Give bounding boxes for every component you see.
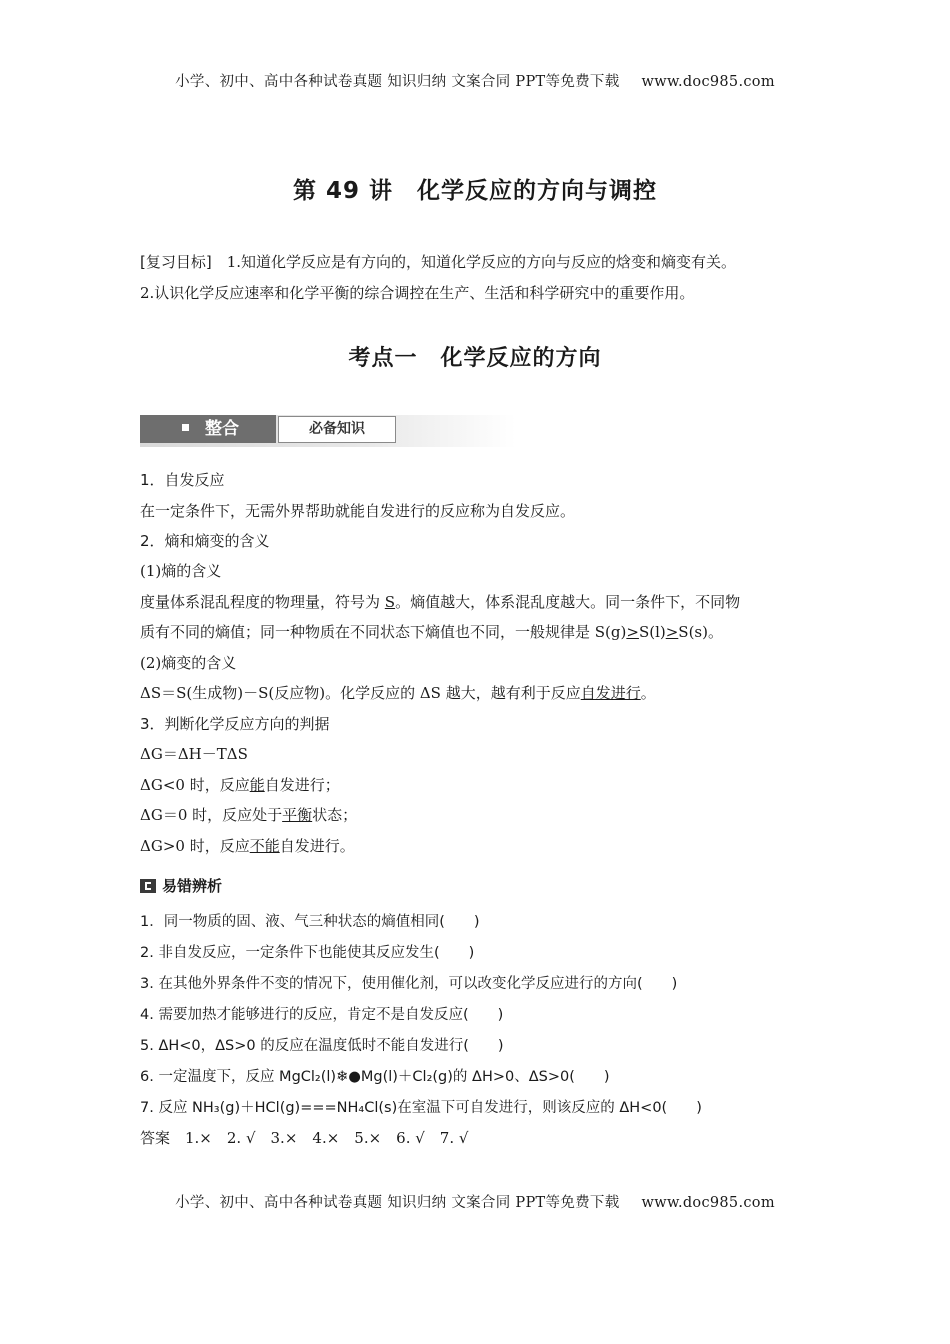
question-4: 4. 需要加热才能够进行的反应，肯定不是自发反应( ) <box>140 1007 504 1023</box>
f1-end: 自发进行； <box>264 776 340 794</box>
f2-end: 状态； <box>312 806 358 824</box>
p2b-end: S(s)。 <box>678 623 723 641</box>
p2b-underline-2: > <box>665 623 679 641</box>
paragraph-2b <box>140 621 820 642</box>
p3-underline: 自发进行 <box>580 684 641 702</box>
criterion-zero <box>140 804 820 825</box>
page-header <box>0 70 950 91</box>
error-analysis-icon <box>140 879 156 893</box>
p2a-underline: S <box>384 593 396 611</box>
question-7: 7. 反应 NH₃(g)＋HCl(g)===NH₄Cl(s)在室温下可自发进行，则该反应的 ΔH<0( ) <box>140 1100 702 1116</box>
question-3: 3. 在其他外界条件不变的情况下，使用催化剂，可以改变化学反应进行的方向( ) <box>140 976 678 992</box>
banner-dark-label: 整合 <box>205 419 239 439</box>
f1-underline: 能 <box>249 776 265 794</box>
paragraph-1: 在一定条件下，无需外界帮助就能自发进行的反应称为自发反应。 <box>140 502 576 520</box>
f2-text: ΔG＝0 时，反应处于 <box>140 806 283 824</box>
question-1: 1．同一物质的固、液、气三种状态的熵值相同( ) <box>140 914 480 930</box>
paragraph-3 <box>140 682 820 703</box>
review-goals-tag: [复习目标] <box>140 253 212 271</box>
f3-underline: 不能 <box>249 837 280 855</box>
error-analysis-title: 易错辨析 <box>162 877 223 895</box>
question-2: 2. 非自发反应，一定条件下也能使其反应发生( ) <box>140 945 475 961</box>
section-banner <box>140 415 516 447</box>
criterion-negative <box>140 774 820 795</box>
header-text: 小学、初中、高中各种试卷真题 知识归纳 文案合同 PPT等免费下载 <box>175 74 620 90</box>
f2-underline: 平衡 <box>282 806 313 824</box>
p2b-underline-1: > <box>626 623 639 641</box>
square-icon <box>182 424 189 431</box>
criterion-positive <box>140 835 820 856</box>
section-title: 考点一 化学反应的方向 <box>348 346 602 371</box>
p2b-text: 质有不同的熵值；同一种物质在不同状态下熵值也不同，一般规律是 S(g) <box>140 623 627 641</box>
p3-text: ΔS＝S(生成物)－S(反应物)。化学反应的 ΔS 越大，越有利于反应 <box>140 684 581 702</box>
banner-integrate <box>140 415 276 443</box>
heading-3: 3．判断化学反应方向的判据 <box>140 715 330 733</box>
banner-essential-knowledge: 必备知识 <box>278 416 396 443</box>
f1-text: ΔG<0 时，反应 <box>140 776 250 794</box>
p2b-mid: S(l) <box>638 623 666 641</box>
error-analysis-heading <box>140 877 222 895</box>
p3-end: 。 <box>640 684 656 702</box>
review-goal-1: 1.知道化学反应是有方向的，知道化学反应的方向与反应的焓变和熵变有关。 <box>226 253 737 271</box>
paragraph-2a <box>140 591 820 612</box>
p2a-end: 。熵值越大，体系混乱度越大。同一条件下，不同物 <box>395 593 741 611</box>
footer-link[interactable]: www.doc985.com <box>641 1195 775 1211</box>
question-5: 5. ΔH<0，ΔS>0 的反应在温度低时不能自发进行( ) <box>140 1038 504 1054</box>
f3-end: 自发进行。 <box>279 837 355 855</box>
p2a-text: 度量体系混乱程度的物理量，符号为 <box>140 593 381 611</box>
page-footer <box>0 1191 950 1212</box>
review-goal-2: 2.认识化学反应速率和化学平衡的综合调控在生产、生活和科学研究中的重要作用。 <box>140 284 695 302</box>
f3-text: ΔG>0 时，反应 <box>140 837 250 855</box>
lecture-title: 第 49 讲 化学反应的方向与调控 <box>292 178 658 204</box>
formula-gibbs: ΔG＝ΔH－TΔS <box>140 745 248 763</box>
heading-1: 1．自发反应 <box>140 471 225 489</box>
review-goals-line-1 <box>140 251 830 272</box>
answer-line: 答案 1.× 2. √ 3.× 4.× 5.× 6. √ 7. √ <box>140 1129 469 1147</box>
heading-2: 2．熵和熵变的含义 <box>140 532 270 550</box>
footer-text: 小学、初中、高中各种试卷真题 知识归纳 文案合同 PPT等免费下载 <box>175 1195 620 1211</box>
subheading-1: (1)熵的含义 <box>140 562 222 580</box>
subheading-2: (2)熵变的含义 <box>140 654 237 672</box>
header-link[interactable]: www.doc985.com <box>641 74 775 90</box>
question-6: 6. 一定温度下，反应 MgCl₂(l)❄●Mg(l)＋Cl₂(g)的 ΔH>0、ΔS>0( ) <box>140 1069 610 1085</box>
